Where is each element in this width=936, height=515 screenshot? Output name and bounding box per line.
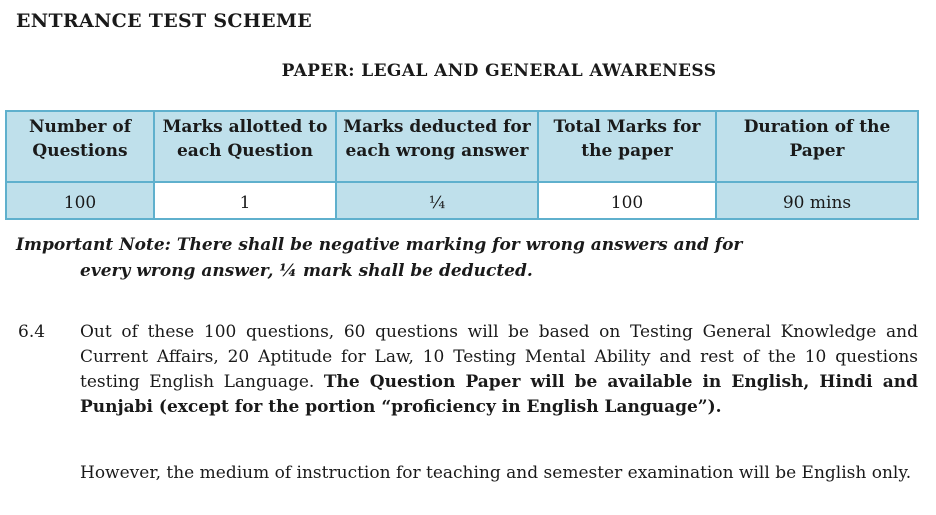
- document-title: ENTRANCE TEST SCHEME: [16, 10, 312, 32]
- header-number-of-questions: Number of Questions: [6, 111, 154, 182]
- section-number: 6.4: [18, 322, 46, 342]
- cell-marks-allotted: 1: [154, 182, 336, 219]
- section-text-plain: Out of these 100 questions, 60 questions will be based on Testing General Knowledge and Current Affairs, 20 Aptitude for Law, 10 Testing Mental Ability and rest of the 10 questions testing English Language.: [80, 322, 918, 392]
- important-note-line-1: Important Note: There shall be negative marking for wrong answers and for: [16, 235, 743, 255]
- header-duration: Duration of the Paper: [716, 111, 918, 182]
- cell-marks-deducted: ¼: [336, 182, 538, 219]
- cell-total-marks: 100: [538, 182, 716, 219]
- cell-number-of-questions: 100: [6, 182, 154, 219]
- table-header-row: [6, 111, 918, 182]
- table-row: [6, 182, 918, 219]
- paper-title: PAPER: LEGAL AND GENERAL AWARENESS: [281, 61, 717, 81]
- important-note: [16, 232, 920, 284]
- section-paragraph-1: [80, 320, 918, 420]
- cell-duration: 90 mins: [716, 182, 918, 219]
- entrance-test-scheme-table: [5, 110, 919, 220]
- header-marks-allotted: Marks allotted to each Question: [154, 111, 336, 182]
- section-text-bold: The Question Paper will be available in English, Hindi and Punjabi (except for the portion “proficiency in English Language”).: [80, 372, 918, 417]
- header-marks-deducted: Marks deducted for each wrong answer: [336, 111, 538, 182]
- header-total-marks: Total Marks for the paper: [538, 111, 716, 182]
- important-note-line-2: every wrong answer, ¼ mark shall be deducted.: [80, 261, 533, 281]
- section-paragraph-2: However, the medium of instruction for teaching and semester examination will be English only.: [80, 463, 912, 483]
